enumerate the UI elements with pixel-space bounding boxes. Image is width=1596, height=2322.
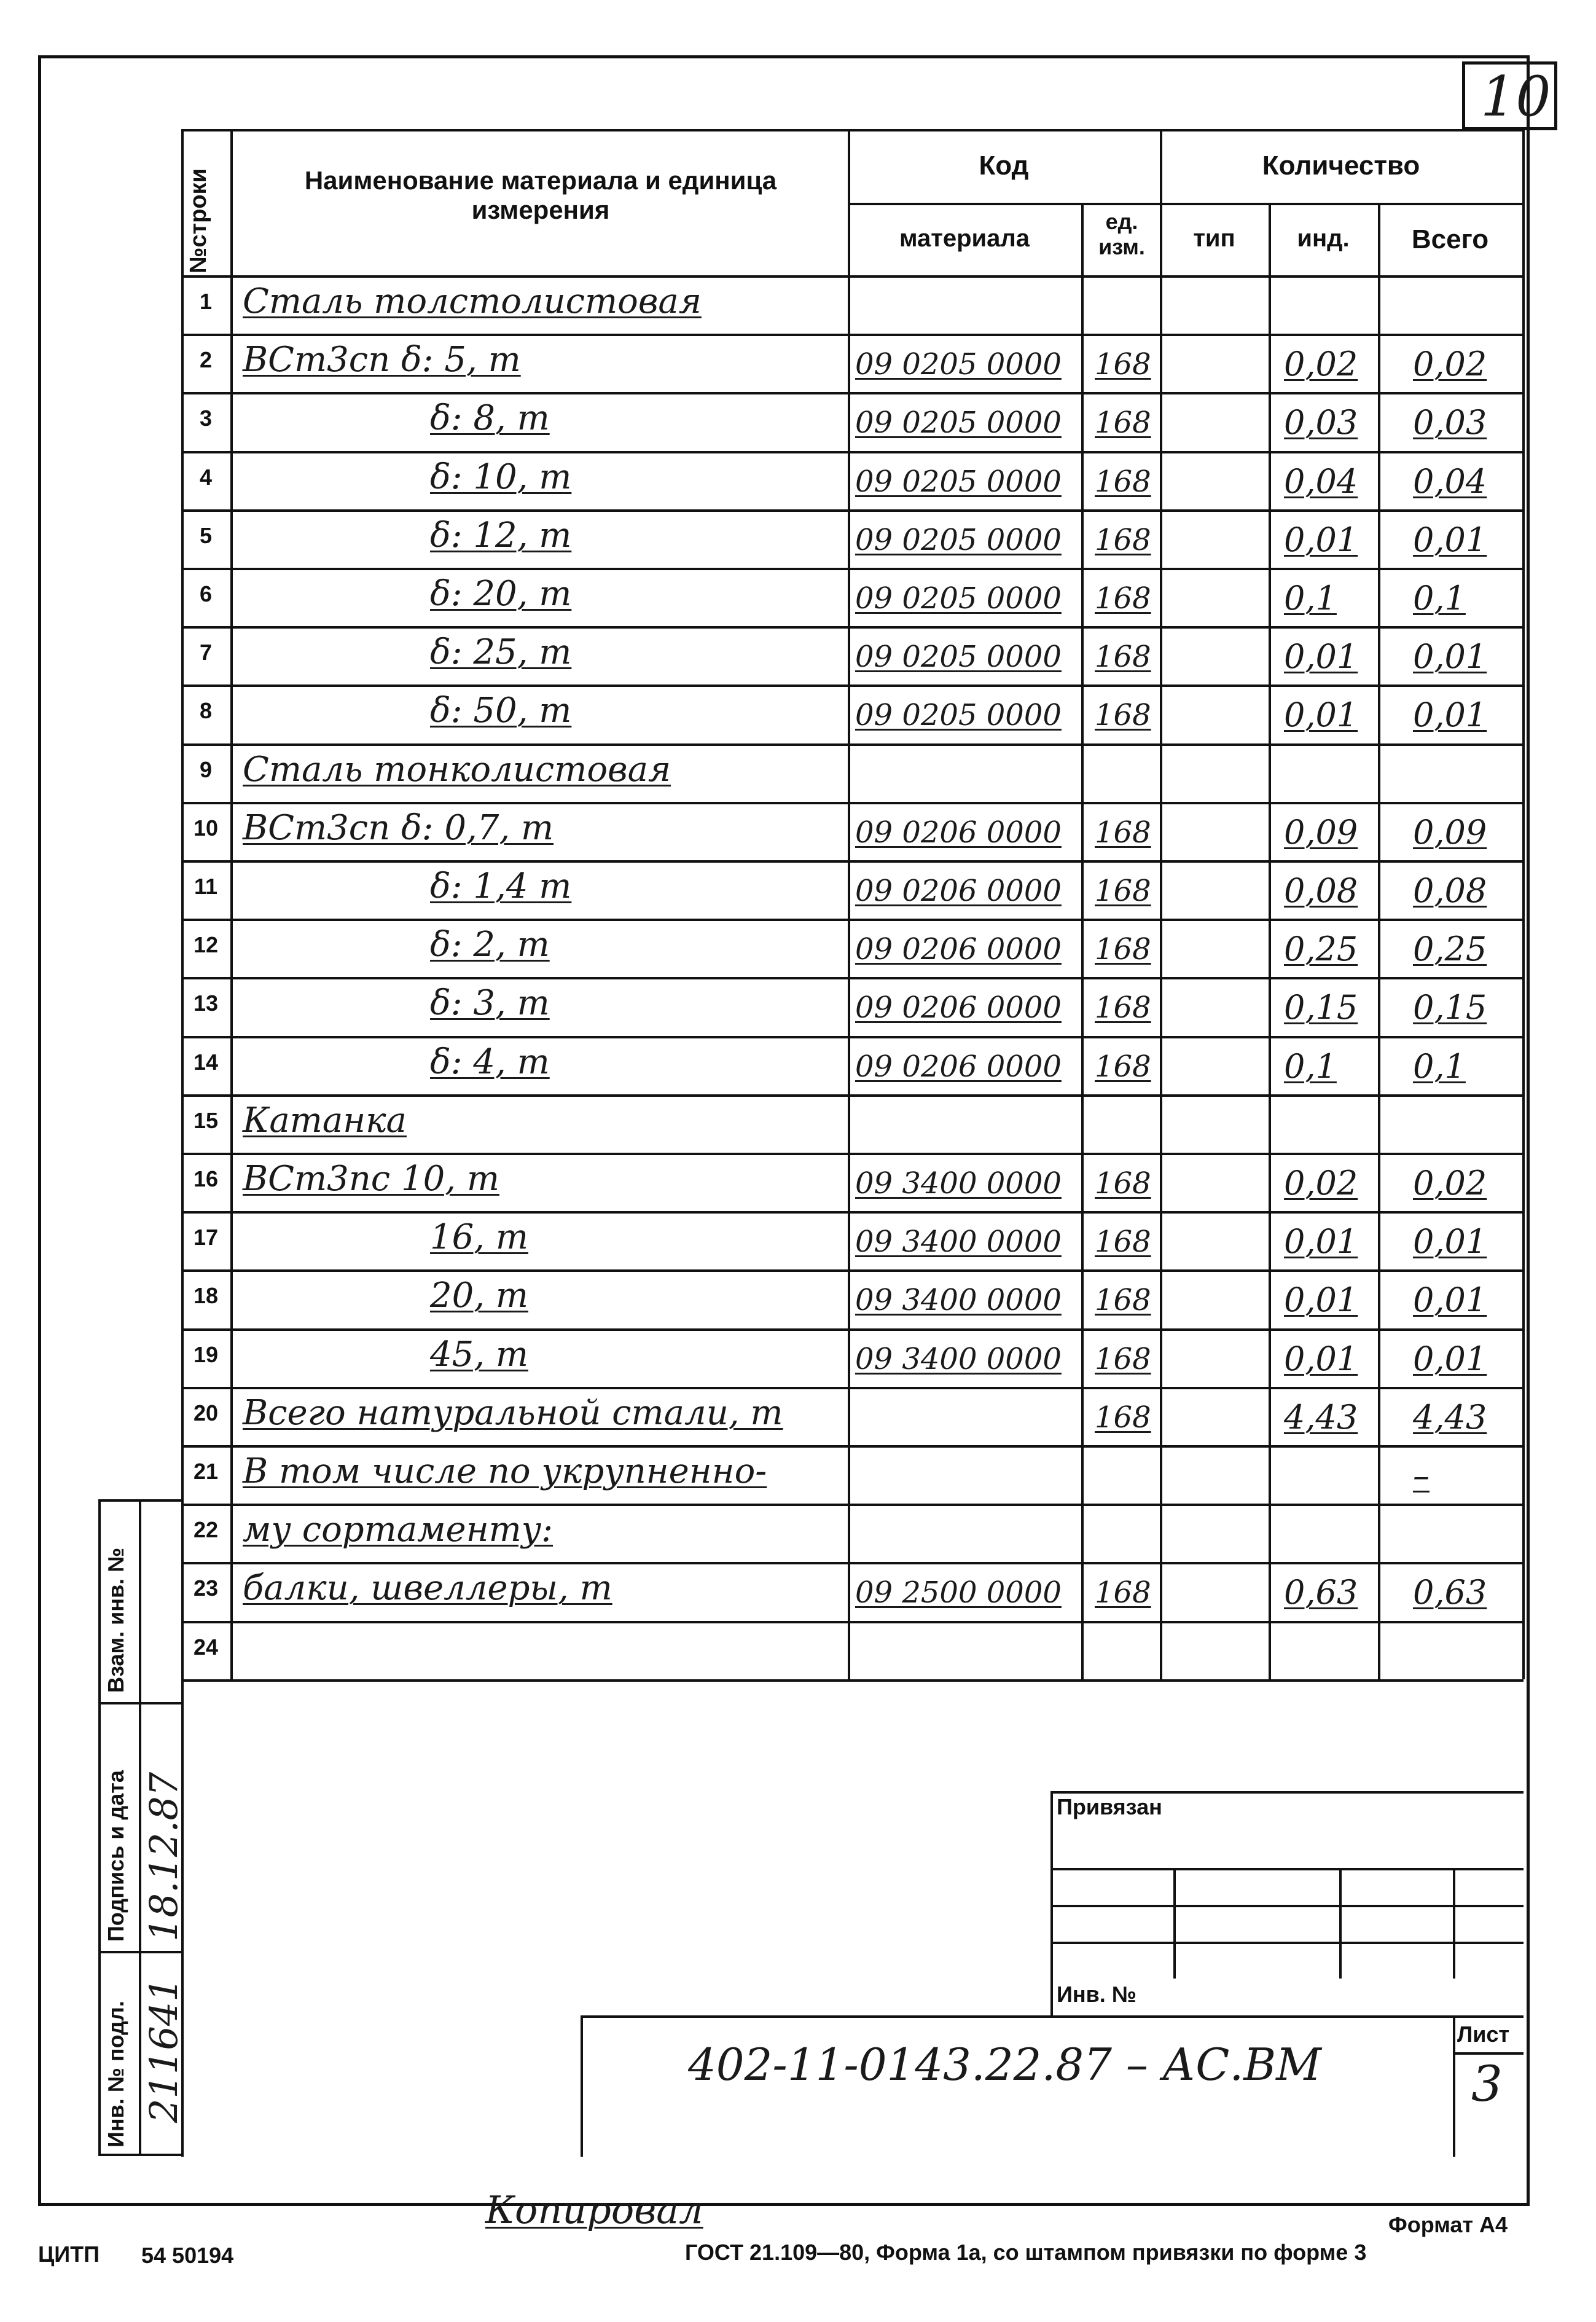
row-code: 09 0206 0000 xyxy=(855,815,1062,850)
row-number: 13 xyxy=(193,990,219,1016)
row-divider xyxy=(181,1328,1524,1331)
row-total: 0,01 xyxy=(1413,1281,1487,1320)
row-ind: 0,08 xyxy=(1284,871,1358,910)
row-ind: 0,04 xyxy=(1284,461,1358,501)
row-code: 09 0206 0000 xyxy=(855,932,1062,967)
row-number: 4 xyxy=(199,464,213,490)
row-total: 0,09 xyxy=(1413,812,1487,852)
footer-org: ЦИТП xyxy=(38,2242,100,2267)
row-ind: 0,1 xyxy=(1284,579,1337,618)
row-ind: 0,02 xyxy=(1284,1164,1358,1202)
row-ind: 0,1 xyxy=(1284,1046,1337,1086)
row-total: 0,1 xyxy=(1413,1046,1466,1086)
bind-privyazan-label: Привязан xyxy=(1057,1794,1162,1819)
row-number: 20 xyxy=(193,1400,219,1426)
row-divider xyxy=(181,626,1524,629)
row-number: 6 xyxy=(199,581,213,606)
row-divider xyxy=(181,1504,1524,1506)
row-unit: 168 xyxy=(1095,406,1151,441)
row-number: 19 xyxy=(193,1341,219,1367)
row-total: 0,15 xyxy=(1413,988,1487,1027)
row-unit: 168 xyxy=(1095,815,1151,850)
row-name: 20, т xyxy=(430,1276,528,1316)
row-divider xyxy=(181,684,1524,687)
row-name: ВСт3сп δ: 0,7, т xyxy=(243,807,554,848)
row-code: 09 0205 0000 xyxy=(855,464,1062,499)
row-unit: 168 xyxy=(1095,347,1151,382)
side-inv-podl-value: 211641 xyxy=(141,1977,186,2123)
row-name: Сталь толстолистовая xyxy=(243,281,702,321)
row-divider xyxy=(181,1562,1524,1564)
row-number: 3 xyxy=(199,406,213,431)
row-number: 7 xyxy=(199,640,213,665)
header-row-no: №строки xyxy=(186,168,211,273)
side-vzam-label: Взам. инв. № xyxy=(103,1547,128,1693)
row-unit: 168 xyxy=(1095,1575,1151,1610)
header-code-unit: ед. изм. xyxy=(1098,209,1145,260)
row-divider xyxy=(181,334,1524,336)
row-ind: 0,01 xyxy=(1284,1339,1358,1378)
row-unit: 168 xyxy=(1095,1283,1151,1318)
row-name: δ: 2, т xyxy=(430,925,550,965)
row-divider xyxy=(181,1679,1524,1682)
row-name: δ: 12, т xyxy=(430,515,572,555)
row-divider xyxy=(181,1621,1524,1623)
row-name: 16, т xyxy=(430,1217,528,1258)
row-name: δ: 1,4 т xyxy=(430,866,572,906)
row-number: 17 xyxy=(193,1225,219,1250)
row-divider xyxy=(181,1269,1524,1272)
row-name: δ: 8, т xyxy=(430,398,550,439)
row-total: 0,01 xyxy=(1413,637,1487,677)
row-unit: 168 xyxy=(1095,1400,1151,1435)
row-unit: 168 xyxy=(1095,932,1151,967)
row-number: 16 xyxy=(193,1166,219,1191)
header-quantity: Количество xyxy=(1262,151,1420,181)
row-unit: 168 xyxy=(1095,1225,1151,1260)
row-total: 0,08 xyxy=(1413,871,1487,910)
row-total: 0,25 xyxy=(1413,930,1487,969)
row-divider xyxy=(181,1211,1524,1214)
row-code: 09 0206 0000 xyxy=(855,1049,1062,1084)
row-name: ВСт3пс 10, т xyxy=(243,1159,499,1199)
row-number: 18 xyxy=(193,1283,219,1309)
row-number: 5 xyxy=(199,522,213,548)
row-code: 09 3400 0000 xyxy=(855,1166,1062,1201)
row-divider xyxy=(181,977,1524,979)
row-number: 15 xyxy=(193,1107,219,1133)
row-number: 11 xyxy=(194,874,218,899)
row-number: 24 xyxy=(193,1634,219,1660)
row-name: δ: 3, т xyxy=(430,983,550,1024)
row-ind: 0,01 xyxy=(1284,520,1358,559)
row-unit: 168 xyxy=(1095,522,1151,557)
row-divider xyxy=(181,451,1524,453)
row-ind: 0,25 xyxy=(1284,930,1358,969)
row-total: 0,01 xyxy=(1413,1222,1487,1261)
row-number: 9 xyxy=(199,756,213,782)
row-unit: 168 xyxy=(1095,640,1151,675)
row-code: 09 0206 0000 xyxy=(855,990,1062,1026)
row-code: 09 0205 0000 xyxy=(855,406,1062,441)
row-total: 0,02 xyxy=(1413,345,1487,384)
row-divider xyxy=(181,802,1524,804)
row-total: 0,63 xyxy=(1413,1573,1487,1612)
row-name: ВСт3сп δ: 5, т xyxy=(243,340,521,380)
row-name: му сортаменту: xyxy=(243,1510,554,1550)
row-ind: 4,43 xyxy=(1284,1397,1358,1437)
row-total: 4,43 xyxy=(1413,1397,1487,1437)
row-total: 0,01 xyxy=(1413,1339,1487,1378)
row-name: Сталь тонколистовая xyxy=(243,749,671,790)
row-number: 12 xyxy=(193,932,219,958)
row-divider xyxy=(181,1036,1524,1038)
row-divider xyxy=(181,1094,1524,1097)
row-ind: 0,01 xyxy=(1284,696,1358,735)
row-unit: 168 xyxy=(1095,1049,1151,1084)
row-number: 1 xyxy=(199,289,213,314)
row-name: δ: 25, т xyxy=(430,632,572,673)
side-podpis-value: 18.12.87 xyxy=(141,1771,186,1942)
row-name: Всего натуральной стали, т xyxy=(243,1392,783,1433)
bind-inv-label: Инв. № xyxy=(1057,1982,1136,2007)
row-total: 0,03 xyxy=(1413,403,1487,442)
row-divider xyxy=(181,509,1524,512)
row-ind: 0,09 xyxy=(1284,812,1358,852)
row-name: балки, швеллеры, т xyxy=(243,1568,612,1609)
row-divider xyxy=(181,1445,1524,1448)
row-divider xyxy=(181,392,1524,394)
page-number: 10 xyxy=(1481,65,1551,129)
sheet-value: 3 xyxy=(1471,2055,1503,2112)
footer-format: Формат А4 xyxy=(1388,2212,1508,2237)
row-unit: 168 xyxy=(1095,581,1151,616)
row-ind: 0,01 xyxy=(1284,1222,1358,1261)
row-code: 09 3400 0000 xyxy=(855,1341,1062,1376)
row-number: 22 xyxy=(193,1517,219,1543)
row-code: 09 0206 0000 xyxy=(855,874,1062,908)
row-name: В том числе по укрупненно- xyxy=(243,1451,767,1491)
row-divider xyxy=(181,919,1524,921)
header-qty-total: Всего xyxy=(1411,224,1489,254)
row-divider xyxy=(181,1153,1524,1155)
row-unit: 168 xyxy=(1095,874,1151,908)
row-number: 8 xyxy=(199,698,213,724)
row-code: 09 2500 0000 xyxy=(855,1575,1062,1610)
row-divider xyxy=(181,568,1524,570)
header-code-material: материала xyxy=(899,225,1030,252)
footer-gost: ГОСТ 21.109—80, Форма 1а, со штампом привязки по форме 3 xyxy=(685,2240,1367,2265)
row-name: δ: 4, т xyxy=(430,1041,550,1082)
row-name: Катанка xyxy=(243,1100,407,1140)
row-name: 45, т xyxy=(430,1334,528,1375)
row-divider xyxy=(181,1387,1524,1389)
row-ind: 0,03 xyxy=(1284,403,1358,442)
row-name: δ: 20, т xyxy=(430,574,572,614)
row-ind: 0,01 xyxy=(1284,637,1358,677)
footer-order-no: 54 50194 xyxy=(141,2243,234,2268)
row-code: 09 0205 0000 xyxy=(855,347,1062,382)
row-number: 14 xyxy=(193,1049,219,1075)
row-total: – xyxy=(1413,1456,1430,1495)
row-unit: 168 xyxy=(1095,990,1151,1026)
row-total: 0,01 xyxy=(1413,696,1487,735)
footer-copied: Копировал xyxy=(485,2187,703,2232)
row-ind: 0,02 xyxy=(1284,345,1358,384)
row-code: 09 0205 0000 xyxy=(855,698,1062,733)
row-number: 10 xyxy=(193,815,219,841)
row-ind: 0,63 xyxy=(1284,1573,1358,1612)
doc-designation: 402-11-0143.22.87 – АС.ВМ xyxy=(688,2039,1321,2090)
header-code: Код xyxy=(979,151,1029,181)
row-total: 0,04 xyxy=(1413,461,1487,501)
row-total: 0,02 xyxy=(1413,1164,1487,1202)
side-podpis-label: Подпись и дата xyxy=(103,1770,128,1942)
row-unit: 168 xyxy=(1095,464,1151,499)
row-ind: 0,01 xyxy=(1284,1281,1358,1320)
row-divider xyxy=(181,860,1524,863)
row-total: 0,01 xyxy=(1413,520,1487,559)
header-name: Наименование материала и единица измерения xyxy=(304,166,777,225)
header-qty-type: тип xyxy=(1193,225,1235,252)
sheet-label: Лист xyxy=(1457,2022,1510,2047)
row-code: 09 3400 0000 xyxy=(855,1225,1062,1260)
side-inv-podl-label: Инв. № подл. xyxy=(103,2001,128,2147)
header-qty-ind: инд. xyxy=(1297,225,1350,252)
row-code: 09 0205 0000 xyxy=(855,522,1062,557)
row-number: 23 xyxy=(193,1575,219,1601)
row-ind: 0,15 xyxy=(1284,988,1358,1027)
row-name: δ: 50, т xyxy=(430,691,572,731)
row-number: 2 xyxy=(199,347,213,373)
row-code: 09 0205 0000 xyxy=(855,581,1062,616)
row-unit: 168 xyxy=(1095,698,1151,733)
row-code: 09 3400 0000 xyxy=(855,1283,1062,1318)
row-divider xyxy=(181,743,1524,746)
row-name: δ: 10, т xyxy=(430,457,572,497)
row-code: 09 0205 0000 xyxy=(855,640,1062,675)
row-unit: 168 xyxy=(1095,1166,1151,1201)
row-unit: 168 xyxy=(1095,1341,1151,1376)
row-number: 21 xyxy=(193,1459,219,1484)
row-total: 0,1 xyxy=(1413,579,1466,618)
